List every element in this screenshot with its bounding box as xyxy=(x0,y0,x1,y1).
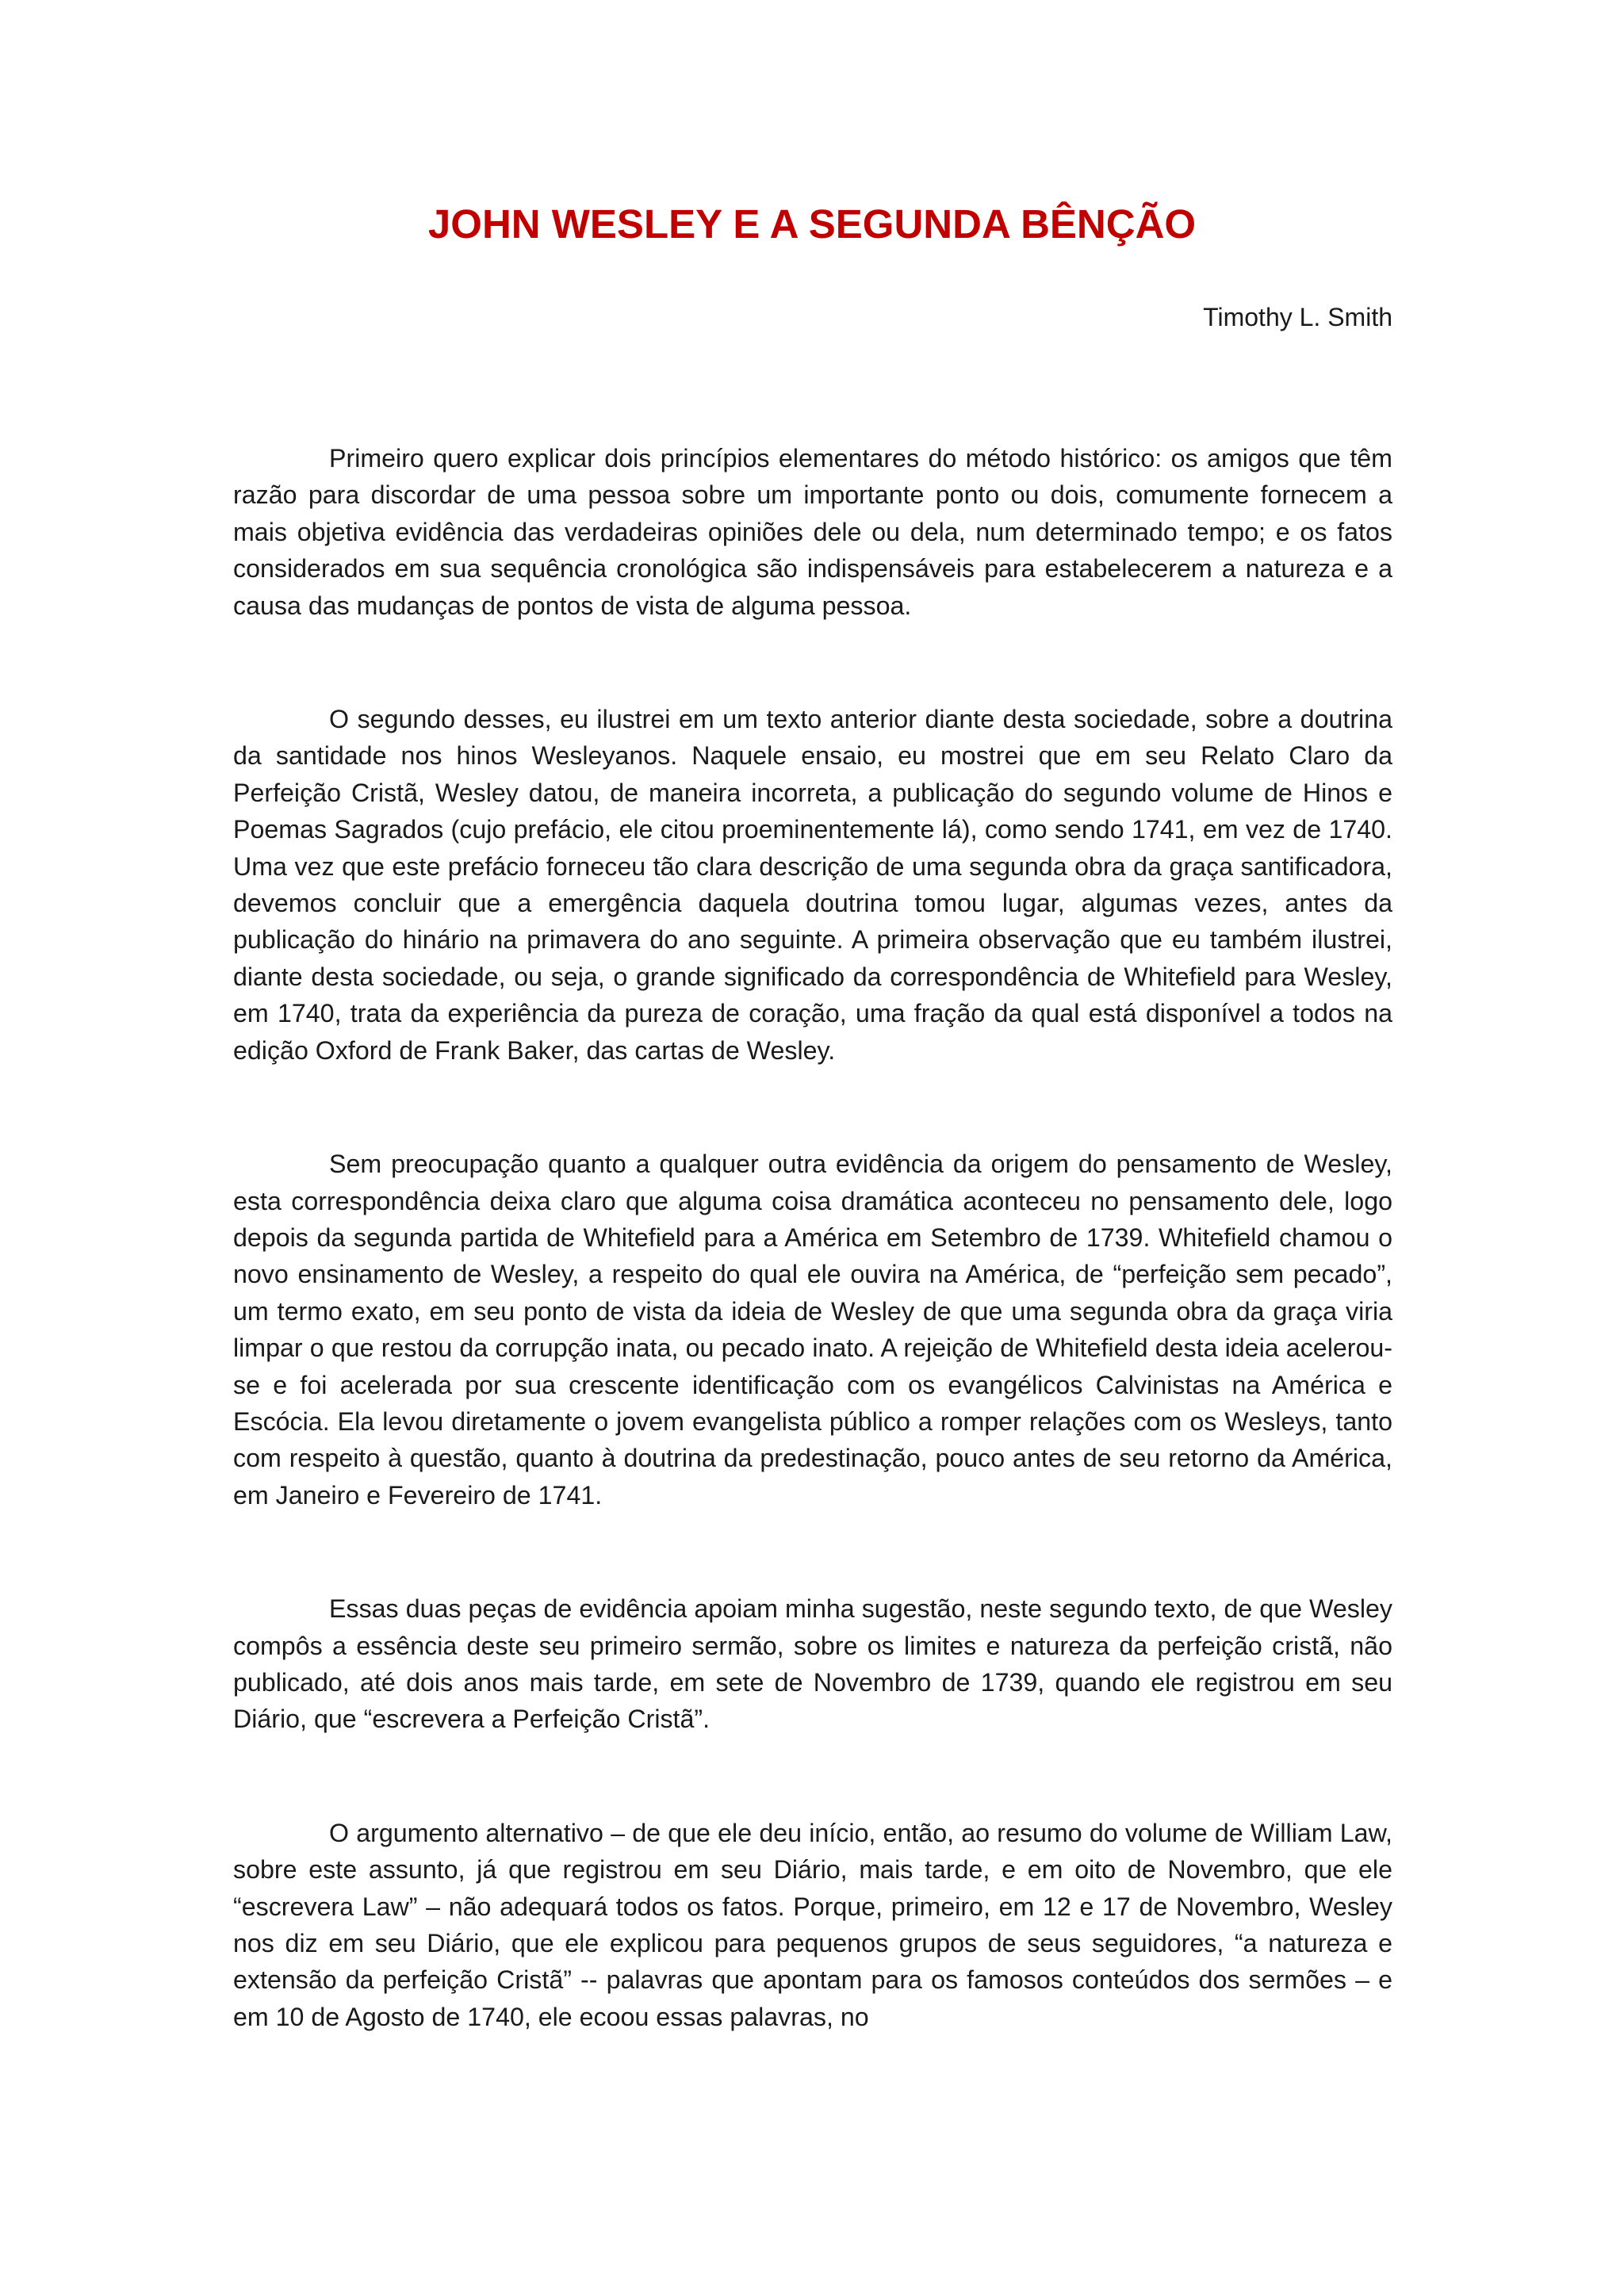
document-title: JOHN WESLEY E A SEGUNDA BÊNÇÃO xyxy=(427,201,1197,247)
paragraph-2: O segundo desses, eu ilustrei em um texto anterior diante desta sociedade, sobre a doutrina da santidade nos hinos Wesleyanos. Naquele ensaio, eu mostrei que em seu Relato Claro da Perfeição Cristã, Wesley datou, de maneira incorreta, a publicação do segundo volume de Hinos e Poemas Sagrados (cujo prefácio, ele citou proeminentemente lá), como sendo 1741, em vez de 1740. Uma vez que este prefácio forneceu tão clara descrição de uma segunda obra da graça santificadora, devemos concluir que a emergência daquela doutrina tomou lugar, algumas vezes, antes da publicação do hinário na primavera do ano seguinte. A primeira observação que eu também ilustrei, diante desta sociedade, ou seja, o grande significado da correspondência de Whitefield para Wesley, em 1740, trata da experiência da pureza de coração, uma fração da qual está disponível a todos na edição Oxford de Frank Baker, das cartas de Wesley. xyxy=(233,705,1392,1065)
paragraph-5: O argumento alternativo – de que ele deu início, então, ao resumo do volume de William Law, sobre este assunto, já que registrou em seu Diário, mais tarde, e em oito de Novembro, que ele “escrevera Law” – não adequará todos os fatos. Porque, primeiro, em 12 e 17 de Novembro, Wesley nos diz em seu Diário, que ele explicou para pequenos grupos de seus seguidores, “a natureza e extensão da perfeição Cristã” -- palavras que apontam para os famosos conteúdos dos sermões – e em 10 de Agosto de 1740, ele ecoou essas palavras, no xyxy=(233,1818,1392,2031)
paragraph-1: Primeiro quero explicar dois princípios elementares do método histórico: os amigos que têm razão para discordar de uma pessoa sobre um importante ponto ou dois, comumente fornecem a mais objetiva evidência das verdadeiras opiniões dele ou dela, num determinado tempo; e os fatos considerados em sua sequência cronológica são indispensáveis para estabelecerem a natureza e a causa das mudanças de pontos de vista de alguma pessoa. xyxy=(233,444,1392,620)
document-author: Timothy L. Smith xyxy=(1203,303,1392,331)
paragraph-4: Essas duas peças de evidência apoiam minha sugestão, neste segundo texto, de que Wesley compôs a essência deste seu primeiro sermão, sobre os limites e natureza da perfeição cristã, não publicado, até dois anos mais tarde, em sete de Novembro de 1739, quando ele registrou em seu Diário, que “escrevera a Perfeição Cristã”. xyxy=(233,1594,1392,1734)
document-body xyxy=(233,440,1392,2112)
paragraph-3: Sem preocupação quanto a qualquer outra evidência da origem do pensamento de Wesley, esta correspondência deixa claro que alguma coisa dramática aconteceu no pensamento dele, logo depois da segunda partida de Whitefield para a América em Setembro de 1739. Whitefield chamou o novo ensinamento de Wesley, a respeito do qual ele ouvira na América, de “perfeição sem pecado”, um termo exato, em seu ponto de vista da ideia de Wesley de que uma segunda obra da graça viria limpar o que restou da corrupção inata, ou pecado inato. A rejeição de Whitefield desta ideia acelerou-se e foi acelerada por sua crescente identificação com os evangélicos Calvinistas na América e Escócia. Ela levou diretamente o jovem evangelista público a romper relações com os Wesleys, tanto com respeito à questão, quanto à doutrina da predestinação, pouco antes de seu retorno da América, em Janeiro e Fevereiro de 1741. xyxy=(233,1150,1392,1510)
